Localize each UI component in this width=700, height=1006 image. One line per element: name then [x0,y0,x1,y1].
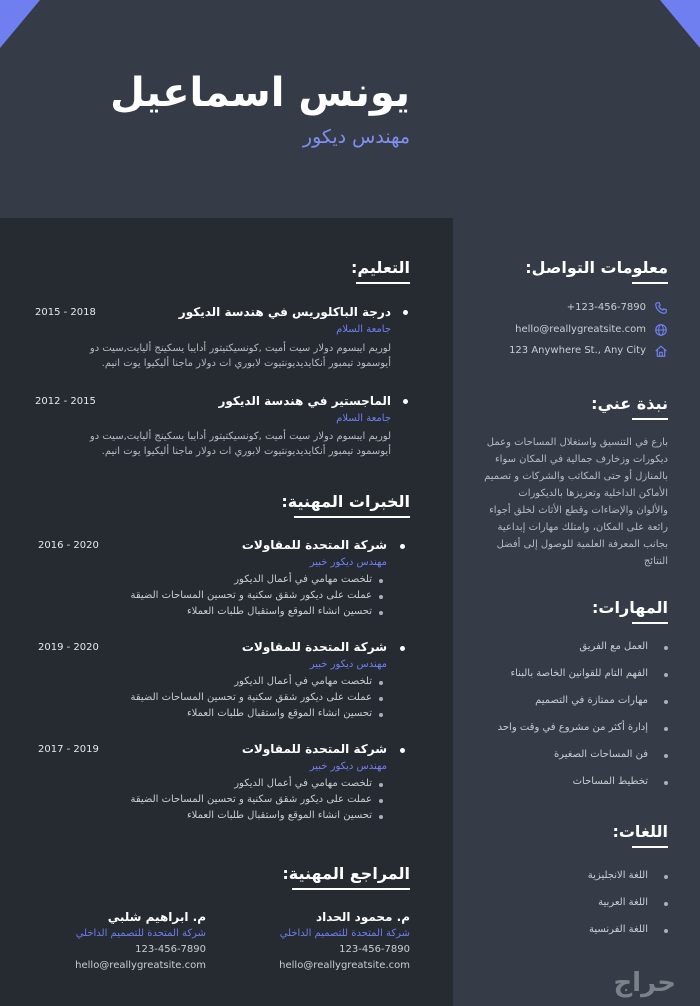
education-bullet [403,310,408,315]
phone-icon [654,301,668,315]
resume-header [0,0,700,218]
skill-bullet [664,754,668,758]
reference-name: م. محمود الحداد [316,910,410,924]
about-underline [632,418,668,420]
language-bullet [664,929,668,933]
about-line: بجانب المعرفة العلمية للوصول إلى أفضل [496,539,668,550]
globe-icon [654,323,668,337]
task-bullet [379,783,383,787]
skill-item: الفهم التام للقوانين الخاصة بالبناء [510,668,648,679]
experience-company: شركة المتحدة للمقاولات [241,640,387,654]
experience-task: عملت على ديكور شقق سكنية و تحسين المساحات الضيقة [130,692,372,703]
task-bullet [379,681,383,685]
experience-role: مهندس ديكور خبير [309,761,387,772]
skill-bullet [664,646,668,650]
references-heading: المراجع المهنية: [282,864,410,883]
experience-underline [294,516,410,518]
task-bullet [379,579,383,583]
education-school: جامعة السلام [336,324,391,335]
reference-company: شركة المتحدة للتصميم الداخلي [75,928,206,939]
watermark-logo: حراج [613,968,676,998]
experience-task: تحسين انشاء الموقع واستقبال طلبات العملاء [186,810,372,821]
description-line: أيوسمود تيمبور أنكايديديونتيوت لابوري ات دولار ماجنا أليكيوا يوت انيم. [101,446,391,457]
task-bullet [379,697,383,701]
task-bullet [379,713,383,717]
corner-decoration-right [660,0,700,48]
candidate-title: مهندس ديكور [302,126,410,148]
about-line: النتائج [643,556,668,567]
reference-company: شركة المتحدة للتصميم الداخلي [279,928,410,939]
about-line: ديكورات وزخارف جمالية في المكان سواء [494,454,668,465]
experience-bullet [400,646,405,651]
contact-heading: معلومات التواصل: [525,258,668,277]
skill-item: تخطيط المساحات [572,776,648,787]
education-dates: 2015 - 2018 [35,307,96,318]
about-line: والألوان والإضاءات وقطع الأثاث لخلق أجواء [489,505,668,516]
task-bullet [379,799,383,803]
education-description [31,341,391,371]
education-degree: الماجستير في هندسة الديكور [218,394,391,408]
contact-email[interactable]: hello@reallygreatsite.com [515,324,646,335]
about-line: الأماكن الداخلية وتعزيزها بالديكورات [518,488,668,499]
experience-role: مهندس ديكور خبير [309,659,387,670]
about-line: بالمنازل أو حتى المكاتب والشركات و تصميم [484,471,668,482]
main-column [0,218,453,1006]
language-item: اللغة الانجليزية [587,870,648,881]
task-bullet [379,595,383,599]
experience-task: تلخصت مهامي في أعمال الديكور [234,778,372,789]
reference-phone[interactable]: 123-456-7890 [339,944,410,955]
description-line: لوريم ايبسوم دولار سيت أميت ,كونسيكتيتور أدايبا يسكينج أليايت,سيت دو [89,431,391,442]
about-line: بارع في التنسيق واستغلال المساحات وعمل [486,437,668,448]
language-item: اللغة الفرنسية [589,924,648,935]
experience-company: شركة المتحدة للمقاولات [241,538,387,552]
experience-task: عملت على ديكور شقق سكنية و تحسين المساحات الضيقة [130,590,372,601]
experience-bullet [400,544,405,549]
description-line: أيوسمود تيمبور أنكايديديونتيوت لابوري ات دولار ماجنا أليكيوا يوت انيم. [101,358,391,369]
experience-heading: الخبرات المهنية: [281,492,410,511]
language-item: اللغة العربية [598,897,648,908]
language-bullet [664,902,668,906]
reference-email[interactable]: hello@reallygreatsite.com [75,960,206,971]
education-school: جامعة السلام [336,413,391,424]
skill-bullet [664,673,668,677]
candidate-name: يونس اسماعيل [110,70,410,116]
education-heading: التعليم: [350,258,410,277]
reference-card [279,908,410,974]
about-text [466,434,668,570]
experience-company: شركة المتحدة للمقاولات [241,742,387,756]
experience-dates: 2019 - 2020 [38,642,99,653]
skill-item: العمل مع الفريق [579,641,648,652]
reference-card [75,908,206,974]
contact-underline [632,282,668,284]
reference-email[interactable]: hello@reallygreatsite.com [279,960,410,971]
skill-bullet [664,700,668,704]
experience-task: تلخصت مهامي في أعمال الديكور [234,574,372,585]
task-bullet [379,611,383,615]
description-line: لوريم ايبسوم دولار سيت أميت ,كونسيكتيتور أدايبا يسكينج أليايت,سيت دو [89,343,391,354]
skill-bullet [664,781,668,785]
education-dates: 2012 - 2015 [35,396,96,407]
experience-task: تحسين انشاء الموقع واستقبال طلبات العملاء [186,708,372,719]
reference-phone[interactable]: 123-456-7890 [135,944,206,955]
skills-heading: المهارات: [592,598,668,617]
education-description [31,429,391,459]
experience-task: تحسين انشاء الموقع واستقبال طلبات العملاء [186,606,372,617]
education-bullet [403,399,408,404]
languages-heading: اللغات: [612,822,668,841]
education-degree: درجة الباكلوريس في هندسة الديكور [178,305,391,319]
corner-decoration-left [0,0,40,48]
experience-task: تلخصت مهامي في أعمال الديكور [234,676,372,687]
experience-task: عملت على ديكور شقق سكنية و تحسين المساحات الضيقة [130,794,372,805]
experience-role: مهندس ديكور خبير [309,557,387,568]
contact-address: 123 Anywhere St., Any City [509,345,646,356]
experience-bullet [400,748,405,753]
experience-dates: 2017 - 2019 [38,744,99,755]
education-underline [356,282,410,284]
languages-underline [632,846,668,848]
skill-item: إدارة أكثر من مشروع في وقت واحد [497,722,648,733]
skill-item: مهارات ممتازة في التصميم [535,695,648,706]
skill-item: فن المساحات الصغيرة [553,749,648,760]
skill-bullet [664,727,668,731]
contact-phone[interactable]: +123-456-7890 [566,302,646,313]
reference-name: م. ابراهيم شلبي [107,910,206,924]
experience-dates: 2016 - 2020 [38,540,99,551]
task-bullet [379,815,383,819]
language-bullet [664,875,668,879]
sidebar [453,218,700,1006]
about-line: رائعة على المكان، وامتلك مهارات إبداعية [497,522,668,533]
about-heading: نبذة عني: [591,394,668,413]
references-underline [292,888,410,890]
skills-underline [632,622,668,624]
home-icon [654,344,668,358]
